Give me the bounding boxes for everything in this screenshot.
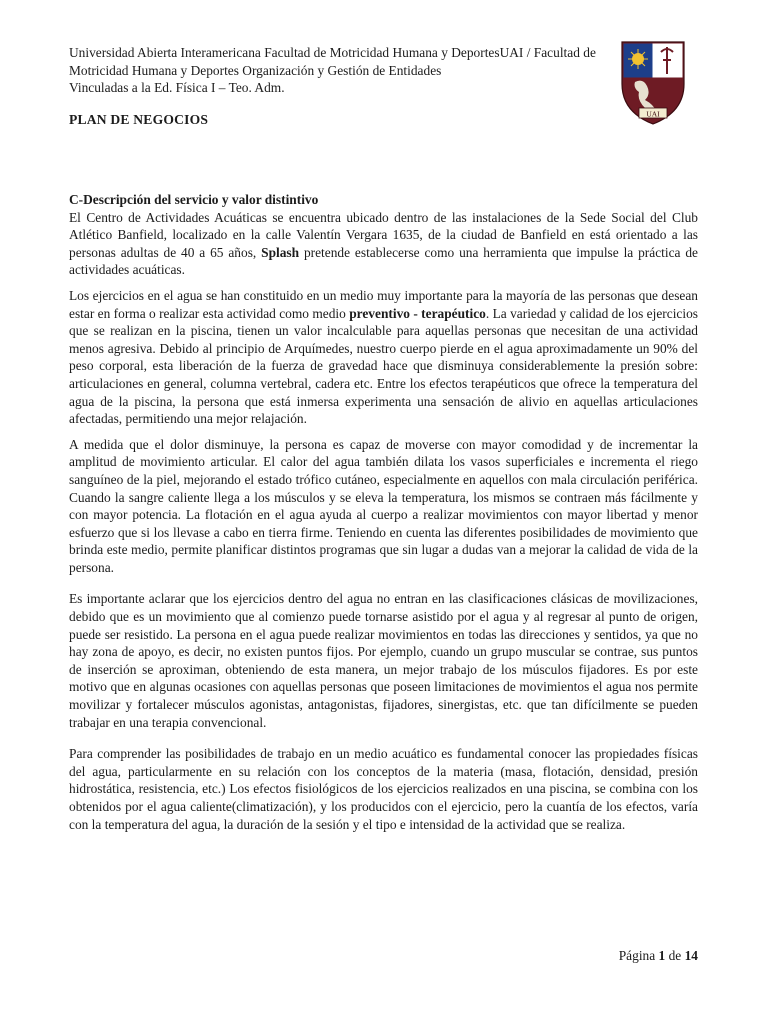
header-line-1: Universidad Abierta Interamericana Facultad de Motricidad Humana y DeportesUAI / Facultad de bbox=[69, 45, 596, 60]
header-line-2: Motricidad Humana y Deportes Organización y Gestión de Entidades bbox=[69, 62, 442, 78]
document-header bbox=[69, 44, 679, 97]
paragraph-1-text-b: pretende establecerse como una herramienta que impulse la práctica de actividades acuáticas. bbox=[69, 244, 698, 278]
paragraph-5: Para comprender las posibilidades de trabajo en un medio acuático es fundamental conocer las propiedades físicas del agua, particularmente en su relación con los conceptos de la materia (masa, flotación, densidad, presión hidrostática, resistencia, etc.) Los efectos fisiológicos de los ejercicios realizados en una piscina, se combina con los obtenidos por el agua caliente(climatización), y los producidos con el ejercicio, pero la cuantía de los efectos, varía con la temperatura del agua, la duración de la sesión y el tipo e intensidad de la actividad que se realiza. bbox=[69, 746, 698, 832]
page-number-footer bbox=[619, 947, 698, 965]
paragraph-2-text-a: Los ejercicios en el agua se han constituido en un medio muy importante para la mayoría de las personas que desean estar en forma o realizar esta actividad como medio bbox=[69, 287, 698, 321]
page-of-label: de bbox=[668, 948, 682, 963]
total-pages-number: 14 bbox=[684, 948, 698, 963]
logo-text: UAI bbox=[646, 109, 660, 119]
paragraph-1 bbox=[69, 191, 698, 279]
university-crest-logo bbox=[619, 38, 687, 128]
document-body bbox=[69, 191, 698, 841]
paragraph-4: Es importante aclarar que los ejercicios dentro del agua no entran en las clasificaciones clásicas de movilizaciones, debido que es un movimiento que al comienzo puede tornarse asistido por el agua y al regresar al punto de origen, puede ser resistido. La persona en el agua puede realizar movimientos en todas las direcciones y sentidos, ya que no hay zona de apoyo, es decir, no existen puntos fijos. Por ejemplo, cuando un grupo muscular se contrae, sus puntos de inserción se aproximan, obteniendo de esta manera, un mejor trabajo de los músculos fijadores. Es por este motivo que en algunas ocasiones con aquellas personas que poseen limitaciones de movimientos el agua nos permite movilizar y fortalecer músculos agonistas, antagonistas, fijadores, sinergistas, etc. que tan difícilmente se pueden trabajar en una terapia convencional. bbox=[69, 591, 698, 730]
page-label: Página bbox=[618, 948, 656, 963]
current-page-number: 1 bbox=[658, 948, 666, 963]
paragraph-2-text-b: . La variedad y calidad de los ejercicios que se realizan en la piscina, tienen un valor incalculable para aquellas personas que necesitan de una actividad menos agresiva. Debido al principio de Arquímedes, nuestro cuerpo pierde en el agua aproximadamente un 90% del peso corporal, esta liberación de la fuerza de gravedad hace que disminuya considerablemente la presión sobre: articulaciones en general, columna vertebral, cadera etc. Entre los efectos terapéuticos que ofrece la temperatura del agua de la piscina, la persona que está inmersa experimenta una sensación de alivio en aquellas articulaciones afectadas, permitiendo una mejor relajación. bbox=[69, 305, 698, 427]
paragraph-2 bbox=[69, 287, 698, 428]
emphasis-preventive-therapeutic: preventivo - terapéutico bbox=[349, 305, 486, 321]
document-title: PLAN DE NEGOCIOS bbox=[69, 112, 209, 127]
section-heading: C-Descripción del servicio y valor distintivo bbox=[69, 192, 319, 207]
paragraph-1-text-a: El Centro de Actividades Acuáticas se encuentra ubicado dentro de las instalaciones de la Sede Social del Club Atlético Banfield, localizado en la calle Valentín Vergara 1635, de la ciudad de Banfield en está orientado a las personas adultas de 40 a 65 años, bbox=[69, 209, 698, 260]
brand-name-splash: Splash bbox=[261, 244, 300, 260]
paragraph-3: A medida que el dolor disminuye, la persona es capaz de moverse con mayor comodidad y de incrementar la amplitud de movimiento articular. El calor del agua también dilata los vasos superficiales e incrementa el riego sanguíneo de la piel, mejorando el estado trófico cutáneo, especialmente en aquellos con mala circulación periférica. Cuando la sangre caliente llega a los músculos y se eleva la temperatura, los mismos se contraen más fácilmente y con mayor potencia. La flotación en el agua ayuda al cuerpo a realizar movimientos con mayor libertad y menor esfuerzo que si los llevase a cabo en tierra firme. Teniendo en cuenta las diferentes posibilidades de movimiento que brinda este medio, permite planificar distintos programas que sin lugar a dudas van a mejorar la calidad de vida de la persona. bbox=[69, 436, 698, 575]
header-line-3: Vinculadas a la Ed. Física I – Teo. Adm. bbox=[69, 80, 285, 96]
